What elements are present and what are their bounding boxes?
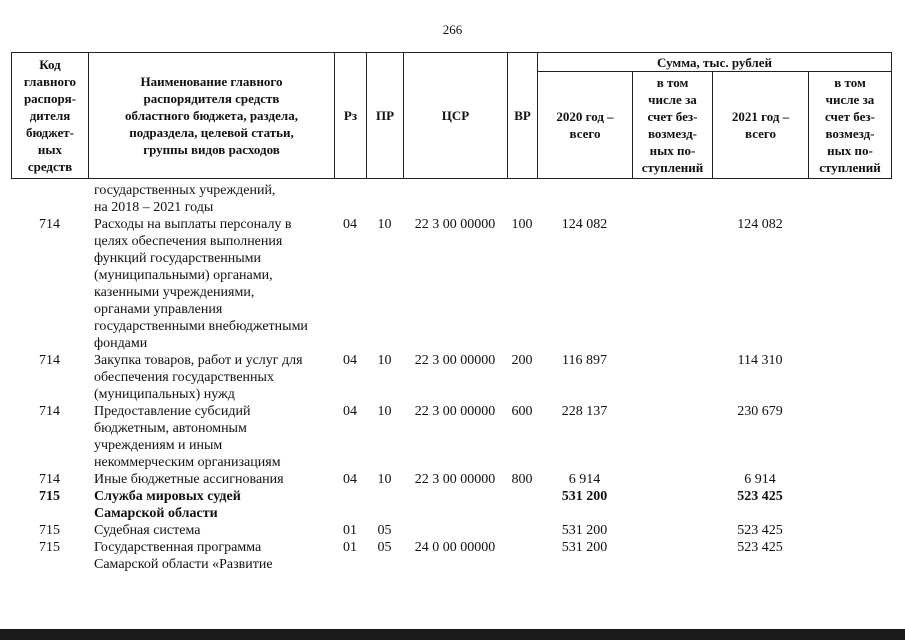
row-name: Предоставление субсидий бюджетным, автономным учреждениям и иным некоммерческим организациям bbox=[94, 404, 281, 470]
row-name: Иные бюджетные ассигнования bbox=[94, 472, 284, 487]
row-pr bbox=[366, 182, 403, 216]
header-csr: ЦСР bbox=[404, 53, 508, 179]
row-csr bbox=[403, 522, 507, 539]
row-vr: 200 bbox=[511, 353, 533, 368]
row-kod: 714 bbox=[39, 217, 60, 232]
row-rz bbox=[334, 182, 366, 216]
row-2021-grants bbox=[808, 522, 891, 539]
row-name: Закупка товаров, работ и услуг для обеспечения государственных (муниципальных) нужд bbox=[94, 353, 303, 402]
row-rz: 04 bbox=[343, 217, 357, 232]
row-2021-total: 523 425 bbox=[737, 540, 783, 555]
row-csr: 22 3 00 00000 bbox=[414, 217, 496, 232]
row-rz: 01 bbox=[343, 540, 357, 555]
header-name: Наименование главного распорядителя средств областного бюджета, раздела, подраздела, целевой статьи, группы видов расходов bbox=[89, 53, 335, 179]
row-2021-total: 230 679 bbox=[737, 404, 783, 419]
table-header bbox=[11, 52, 892, 179]
row-vr: 600 bbox=[511, 404, 533, 419]
table-row bbox=[11, 216, 891, 352]
row-2021-grants bbox=[808, 539, 891, 573]
row-2021-total: 6 914 bbox=[744, 472, 776, 487]
row-rz: 01 bbox=[343, 523, 357, 538]
row-csr: 24 0 00 00000 bbox=[414, 540, 496, 555]
header-pr: ПР bbox=[367, 53, 404, 179]
row-rz: 04 bbox=[343, 353, 357, 368]
row-csr bbox=[403, 488, 507, 522]
row-2020-total: 531 200 bbox=[561, 489, 608, 504]
header-vr: ВР bbox=[508, 53, 538, 179]
row-2021-total: 114 310 bbox=[737, 353, 783, 368]
row-2020-total: 228 137 bbox=[561, 404, 608, 419]
row-2020-total: 531 200 bbox=[561, 523, 608, 538]
header-kod: Код главного распоря- дителя бюджет- ных средств bbox=[12, 53, 89, 179]
row-2020-grants bbox=[632, 403, 712, 471]
row-2020-grants bbox=[632, 216, 712, 352]
row-2020-total: 124 082 bbox=[561, 217, 608, 232]
row-kod: 715 bbox=[39, 540, 60, 555]
row-name: Расходы на выплаты персоналу в целях обеспечения выполнения функций государственными (муниципальными) органами, казенными учреждениями, органами управления государственными внебюджетными фондами bbox=[94, 217, 308, 351]
row-2020-total: 116 897 bbox=[562, 353, 607, 368]
row-pr: 10 bbox=[377, 353, 392, 368]
row-kod: 715 bbox=[39, 489, 60, 504]
header-sum: Сумма, тыс. рублей bbox=[538, 53, 892, 72]
row-rz: 04 bbox=[343, 472, 357, 487]
header-rz: Рз bbox=[335, 53, 367, 179]
row-pr bbox=[366, 488, 403, 522]
row-pr: 05 bbox=[377, 523, 392, 538]
row-2020-grants bbox=[632, 352, 712, 403]
row-csr: 22 3 00 00000 bbox=[414, 472, 496, 487]
row-2020-grants bbox=[632, 471, 712, 488]
row-2020-grants bbox=[632, 539, 712, 573]
row-vr bbox=[507, 488, 537, 522]
row-vr bbox=[507, 522, 537, 539]
row-kod: 715 bbox=[39, 523, 60, 538]
row-pr: 05 bbox=[377, 540, 392, 555]
row-kod: 714 bbox=[39, 353, 60, 368]
row-2021-total: 124 082 bbox=[737, 217, 783, 232]
page-number: 266 bbox=[442, 22, 463, 37]
row-2021-total: 523 425 bbox=[737, 489, 783, 504]
table-body bbox=[11, 182, 891, 573]
row-2020-grants bbox=[632, 182, 712, 216]
row-2020-total: 531 200 bbox=[561, 540, 608, 555]
scan-bottom-edge bbox=[0, 629, 905, 640]
table-row bbox=[11, 539, 891, 573]
row-2020-grants bbox=[632, 522, 712, 539]
row-name: государственных учреждений, на 2018 – 2021 годы bbox=[94, 183, 276, 215]
row-rz: 04 bbox=[343, 404, 357, 419]
row-2021-total: 523 425 bbox=[737, 523, 783, 538]
row-pr: 10 bbox=[377, 217, 392, 232]
row-csr: 22 3 00 00000 bbox=[414, 404, 496, 419]
row-2021-grants bbox=[808, 352, 891, 403]
row-vr bbox=[507, 539, 537, 573]
header-2021-total: 2021 год – всего bbox=[713, 72, 809, 179]
table-row bbox=[11, 182, 891, 216]
table-row bbox=[11, 403, 891, 471]
row-name: Государственная программа Самарской области «Развитие bbox=[94, 540, 273, 572]
row-rz bbox=[334, 488, 366, 522]
row-2021-total bbox=[712, 182, 808, 216]
row-name: Судебная система bbox=[94, 523, 201, 538]
row-csr: 22 3 00 00000 bbox=[414, 353, 496, 368]
row-kod: 714 bbox=[39, 472, 60, 487]
row-pr: 10 bbox=[377, 472, 392, 487]
header-2021-grants: в том числе за счет без- возмезд- ных по- ступлений bbox=[809, 72, 892, 179]
row-2021-grants bbox=[808, 488, 891, 522]
row-2021-grants bbox=[808, 216, 891, 352]
row-csr bbox=[403, 182, 507, 216]
table-row bbox=[11, 522, 891, 539]
row-vr: 100 bbox=[511, 217, 533, 232]
row-pr: 10 bbox=[377, 404, 392, 419]
row-2021-grants bbox=[808, 182, 891, 216]
row-2021-grants bbox=[808, 471, 891, 488]
table-row bbox=[11, 488, 891, 522]
row-2020-total: 6 914 bbox=[568, 472, 601, 487]
row-kod: 714 bbox=[39, 404, 60, 419]
header-2020-grants: в том числе за счет без- возмезд- ных по- ступлений bbox=[633, 72, 713, 179]
row-vr: 800 bbox=[511, 472, 533, 487]
table-row bbox=[11, 471, 891, 488]
row-2020-grants bbox=[632, 488, 712, 522]
row-2020-total bbox=[537, 182, 632, 216]
row-name: Служба мировых судей Самарской области bbox=[94, 489, 241, 521]
row-kod bbox=[11, 182, 88, 216]
row-2021-grants bbox=[808, 403, 891, 471]
row-vr bbox=[507, 182, 537, 216]
table-row bbox=[11, 352, 891, 403]
header-2020-total: 2020 год – всего bbox=[538, 72, 633, 179]
